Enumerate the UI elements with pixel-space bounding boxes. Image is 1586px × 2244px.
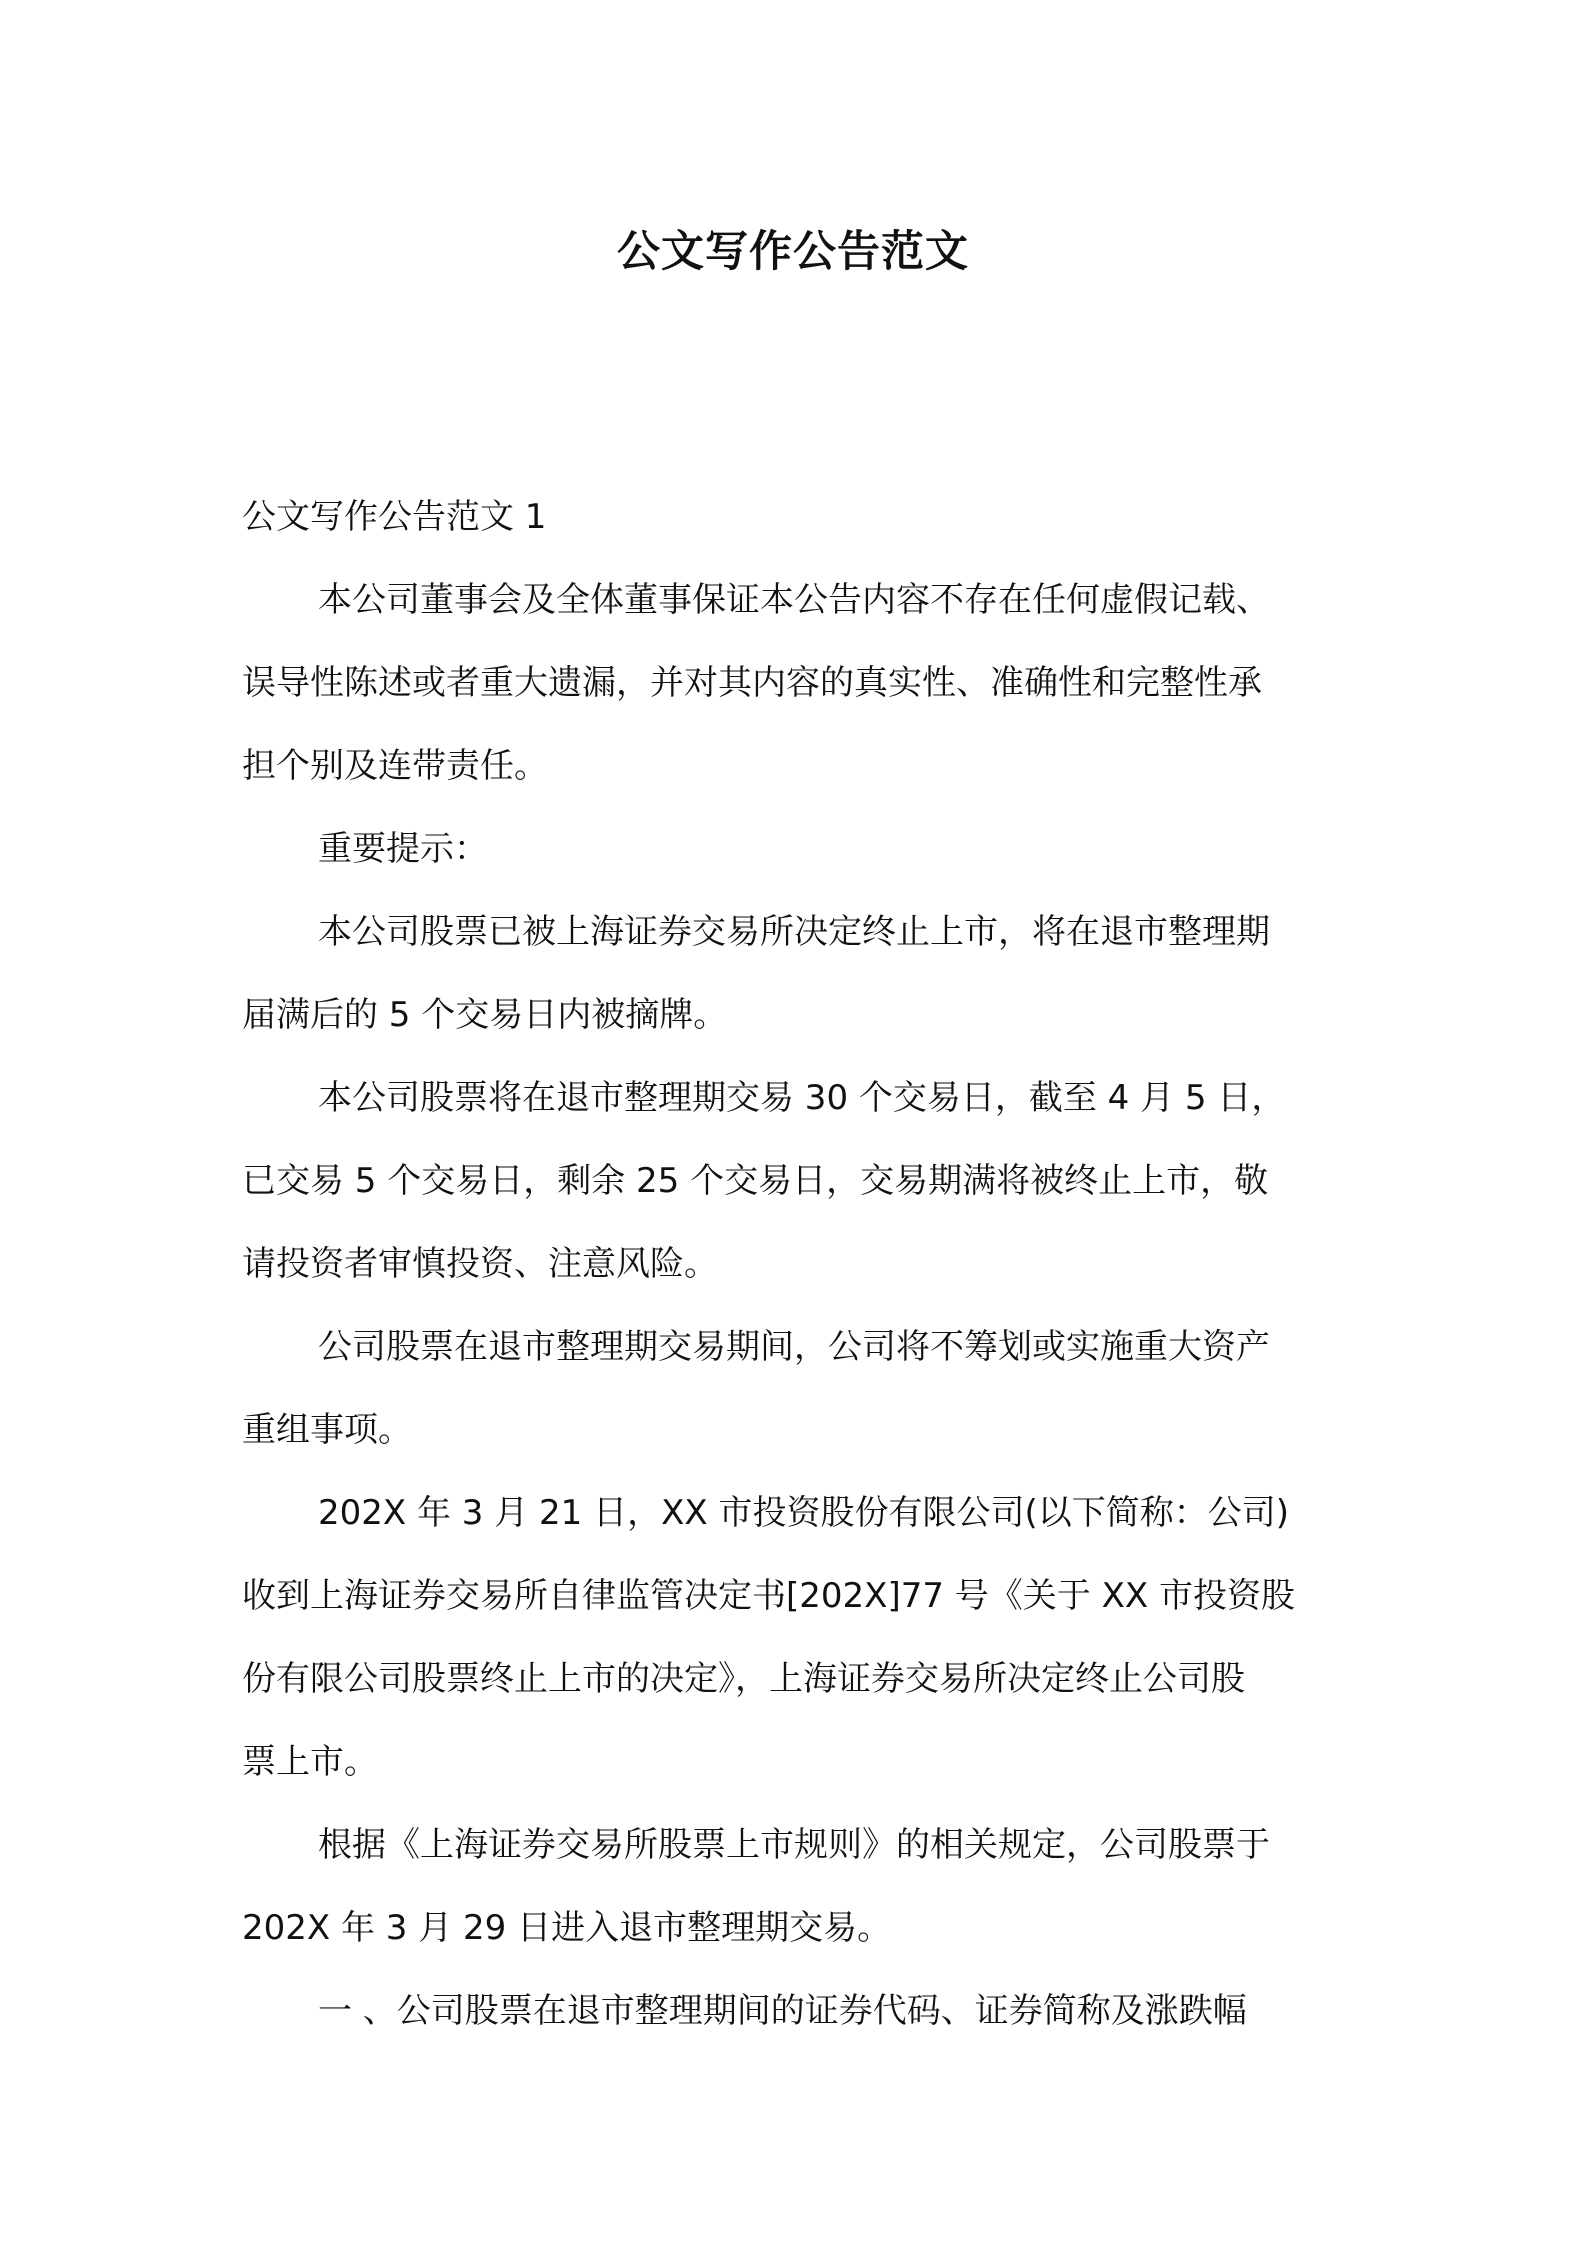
heading-sample-1: 公文写作公告范文 1 [242,497,547,537]
paragraph-line: 本公司股票将在退市整理期交易 30 个交易日，截至 4 月 5 日， [318,1078,1286,1118]
paragraph-line: 本公司股票已被上海证券交易所决定终止上市，将在退市整理期 [318,912,1270,952]
paragraph-line: 202X 年 3 月 21 日，XX 市投资股份有限公司(以下简称：公司) [318,1493,1290,1533]
paragraph-line: 本公司董事会及全体董事保证本公告内容不存在任何虚假记载、 [318,580,1270,620]
paragraph-line: 误导性陈述或者重大遗漏，并对其内容的真实性、准确性和完整性承 [242,663,1262,703]
document-title: 公文写作公告范文 [617,227,969,277]
paragraph-line: 担个别及连带责任。 [242,746,548,786]
section-heading-1: 一 、公司股票在退市整理期间的证券代码、证券简称及涨跌幅 [318,1991,1247,2031]
paragraph-line: 重组事项。 [242,1410,412,1450]
paragraph-line: 公司股票在退市整理期交易期间，公司将不筹划或实施重大资产 [318,1327,1270,1367]
paragraph-line: 202X 年 3 月 29 日进入退市整理期交易。 [242,1908,892,1948]
paragraph-line: 根据《上海证券交易所股票上市规则》的相关规定，公司股票于 [318,1825,1270,1865]
paragraph-line: 份有限公司股票终止上市的决定》，上海证券交易所决定终止公司股 [242,1659,1245,1699]
document-body [242,476,1356,2053]
paragraph-line: 票上市。 [242,1742,378,1782]
paragraph-line: 届满后的 5 个交易日内被摘牌。 [242,995,728,1035]
important-notice-heading: 重要提示： [318,829,488,869]
paragraph-line: 已交易 5 个交易日，剩余 25 个交易日，交易期满将被终止上市，敬 [242,1161,1269,1201]
paragraph-line: 收到上海证券交易所自律监管决定书[202X]77 号《关于 XX 市投资股 [242,1576,1295,1616]
paragraph-line: 请投资者审慎投资、注意风险。 [242,1244,718,1284]
